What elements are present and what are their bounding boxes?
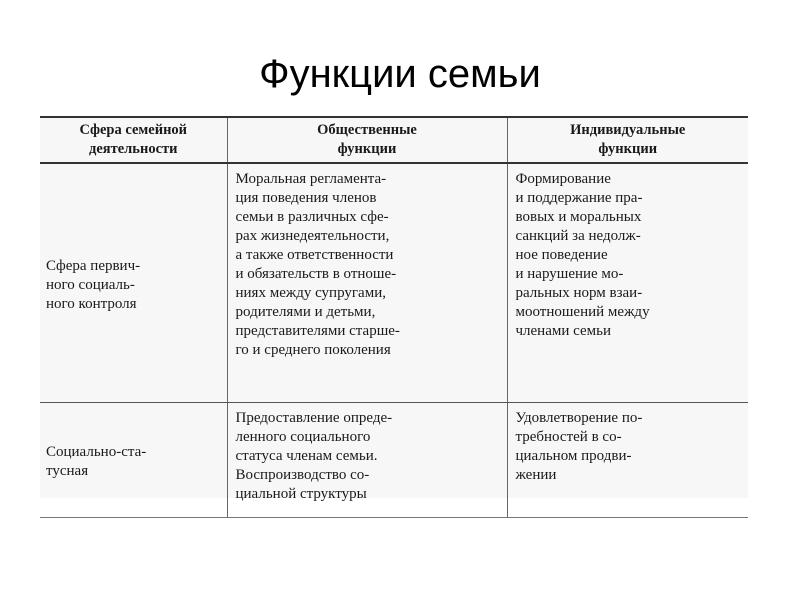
header-social-functions <box>227 117 507 163</box>
table-row <box>40 403 748 518</box>
cell-social-function <box>227 163 507 403</box>
family-functions-table-container <box>40 116 748 502</box>
cell-sphere <box>40 403 227 518</box>
slide-title: Функции семьи <box>259 52 541 96</box>
cell-individual-function <box>507 163 748 403</box>
cell-individual-function-text: Формирование и поддержание пра- вовых и моральных санкций за недолж- ное поведение и нарушение мо- ральных норм взаи- моотношений между членами семьи <box>515 171 650 339</box>
cell-sphere-text: Социально-ста- тусная <box>46 444 147 479</box>
header-social-functions-label: Общественные функции <box>317 122 417 157</box>
table-row <box>40 163 748 403</box>
header-sphere <box>40 117 227 163</box>
cell-social-function-text: Предоставление опреде- ленного социального статуса членам семьи. Воспроизводство со- циальной структуры <box>235 410 393 502</box>
header-individual-functions-label: Индивидуальные функции <box>570 122 686 157</box>
cell-individual-function <box>507 403 748 518</box>
header-individual-functions <box>507 117 748 163</box>
cell-individual-function-text: Удовлетворение по- требностей в со- циальном продви- жении <box>515 410 643 483</box>
table-header-row <box>40 117 748 163</box>
cell-sphere <box>40 163 227 403</box>
cell-social-function <box>227 403 507 518</box>
family-functions-table <box>40 116 748 518</box>
header-sphere-label: Сфера семейной деятельности <box>79 122 188 157</box>
cell-sphere-text: Сфера первич- ного социаль- ного контроля <box>46 257 141 312</box>
cell-social-function-text: Моральная регламента- ция поведения членов семьи в различных сфе- рах жизнедеятельности, а также ответственности и обязательств в отноше- ниях между супругами, родителями и детьми, представителями старше- го и среднего поколения <box>235 171 400 358</box>
